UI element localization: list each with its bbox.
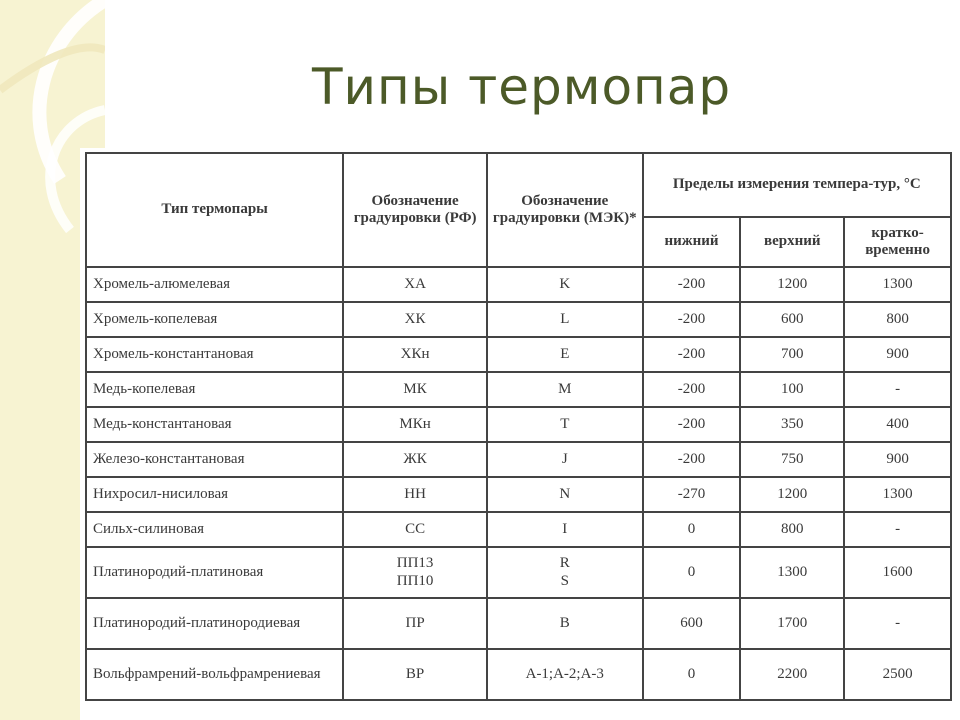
cell-rf: СС bbox=[343, 512, 487, 547]
cell-short: 400 bbox=[844, 407, 951, 442]
cell-lower: -200 bbox=[643, 442, 741, 477]
page-title: Типы термопар bbox=[312, 58, 732, 116]
cell-lower: 0 bbox=[643, 547, 741, 598]
cell-rf: МКн bbox=[343, 407, 487, 442]
cell-name: Платинородий-платинородиевая bbox=[86, 598, 343, 649]
cell-upper: 1200 bbox=[740, 477, 844, 512]
table-row bbox=[86, 267, 951, 302]
header-type: Тип термопары bbox=[86, 153, 343, 267]
cell-short: 1600 bbox=[844, 547, 951, 598]
cell-lower: -200 bbox=[643, 302, 741, 337]
cell-short: 1300 bbox=[844, 477, 951, 512]
cell-upper: 1300 bbox=[740, 547, 844, 598]
cell-name: Хромель-константановая bbox=[86, 337, 343, 372]
cell-upper: 350 bbox=[740, 407, 844, 442]
table-row bbox=[86, 547, 951, 598]
table-row bbox=[86, 649, 951, 700]
table-row bbox=[86, 302, 951, 337]
cell-upper: 2200 bbox=[740, 649, 844, 700]
cell-rf: ХК bbox=[343, 302, 487, 337]
cell-name: Вольфрамрений-вольфрамрениевая bbox=[86, 649, 343, 700]
table-row bbox=[86, 372, 951, 407]
table-row bbox=[86, 598, 951, 649]
cell-short: 900 bbox=[844, 442, 951, 477]
cell-upper: 750 bbox=[740, 442, 844, 477]
cell-name: Медь-константановая bbox=[86, 407, 343, 442]
cell-rf-line-2: ПП10 bbox=[396, 572, 434, 589]
cell-name: Сильх-силиновая bbox=[86, 512, 343, 547]
cell-lower: -200 bbox=[643, 407, 741, 442]
cell-upper: 1200 bbox=[740, 267, 844, 302]
cell-lower: -200 bbox=[643, 267, 741, 302]
cell-iec: E bbox=[487, 337, 643, 372]
cell-upper: 100 bbox=[740, 372, 844, 407]
header-designation-rf: Обозначение градуировки (РФ) bbox=[343, 153, 487, 267]
cell-iec-line-1: R bbox=[559, 555, 570, 572]
cell-rf: НН bbox=[343, 477, 487, 512]
cell-iec: J bbox=[487, 442, 643, 477]
cell-upper: 800 bbox=[740, 512, 844, 547]
cell-name: Железо-константановая bbox=[86, 442, 343, 477]
cell-iec: T bbox=[487, 407, 643, 442]
table-row bbox=[86, 337, 951, 372]
cell-iec: K bbox=[487, 267, 643, 302]
header-designation-iec: Обозначение градуировки (МЭК)* bbox=[487, 153, 643, 267]
thermocouple-table bbox=[85, 152, 952, 701]
cell-rf bbox=[343, 547, 487, 598]
cell-upper: 700 bbox=[740, 337, 844, 372]
cell-iec: N bbox=[487, 477, 643, 512]
cell-rf: ХКн bbox=[343, 337, 487, 372]
cell-iec bbox=[487, 547, 643, 598]
header-limits: Пределы измерения темпера-тур, °С bbox=[643, 153, 951, 217]
cell-name: Медь-копелевая bbox=[86, 372, 343, 407]
header-lower: нижний bbox=[643, 217, 741, 267]
cell-short: 900 bbox=[844, 337, 951, 372]
cell-rf: ХА bbox=[343, 267, 487, 302]
cell-lower: 0 bbox=[643, 512, 741, 547]
table-row bbox=[86, 442, 951, 477]
cell-iec: I bbox=[487, 512, 643, 547]
cell-name: Хромель-копелевая bbox=[86, 302, 343, 337]
cell-short: - bbox=[844, 598, 951, 649]
table-row bbox=[86, 512, 951, 547]
cell-iec: L bbox=[487, 302, 643, 337]
header-short-term: кратко-временно bbox=[844, 217, 951, 267]
header-row bbox=[86, 153, 951, 217]
cell-short: 2500 bbox=[844, 649, 951, 700]
cell-upper: 600 bbox=[740, 302, 844, 337]
table-row bbox=[86, 407, 951, 442]
cell-rf: ПР bbox=[343, 598, 487, 649]
cell-name: Нихросил-нисиловая bbox=[86, 477, 343, 512]
cell-lower: 0 bbox=[643, 649, 741, 700]
cell-rf: ЖК bbox=[343, 442, 487, 477]
cell-rf: МК bbox=[343, 372, 487, 407]
cell-upper: 1700 bbox=[740, 598, 844, 649]
cell-iec-line-2: S bbox=[560, 572, 569, 589]
cell-iec: А-1;А-2;А-3 bbox=[487, 649, 643, 700]
cell-rf: ВР bbox=[343, 649, 487, 700]
cell-lower: -200 bbox=[643, 337, 741, 372]
cell-lower: -200 bbox=[643, 372, 741, 407]
cell-lower: 600 bbox=[643, 598, 741, 649]
table-container bbox=[80, 148, 960, 720]
cell-iec: B bbox=[487, 598, 643, 649]
cell-rf-line-1: ПП13 bbox=[396, 555, 434, 572]
cell-name: Платинородий-платиновая bbox=[86, 547, 343, 598]
cell-name: Хромель-алюмелевая bbox=[86, 267, 343, 302]
cell-short: - bbox=[844, 512, 951, 547]
cell-short: 1300 bbox=[844, 267, 951, 302]
cell-lower: -270 bbox=[643, 477, 741, 512]
cell-iec: M bbox=[487, 372, 643, 407]
header-upper: верхний bbox=[740, 217, 844, 267]
table-row bbox=[86, 477, 951, 512]
cell-short: 800 bbox=[844, 302, 951, 337]
cell-short: - bbox=[844, 372, 951, 407]
